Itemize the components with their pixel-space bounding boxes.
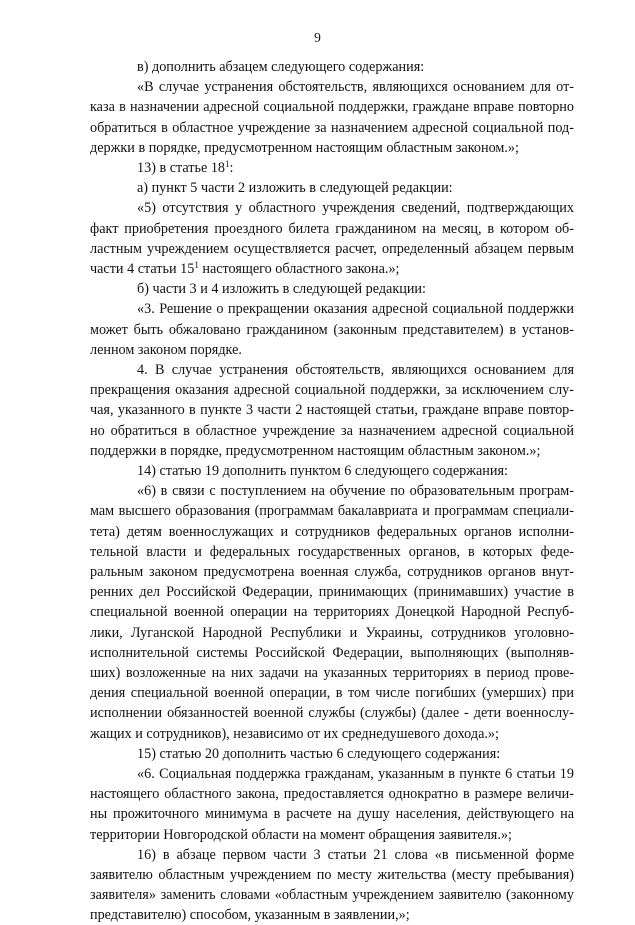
text-line: тета) детям военнослужащих и сотрудников федеральных органов исполни- bbox=[90, 523, 574, 540]
text-line: «5) отсутствия у областного учреждения сведений, подтверждающих bbox=[137, 200, 574, 217]
text-line: части 4 статьи $15^1$ настоящего областного закона.»; bbox=[90, 260, 400, 277]
text-line: ших) возложенные на них задачи на указанных территориях в период прове- bbox=[90, 665, 574, 681]
text-line: прекращения оказания адресной социальной поддержки, за исключением слу- bbox=[90, 382, 574, 399]
text-line: б) части 3 и 4 изложить в следующей редакции: bbox=[137, 281, 426, 298]
text-line: территории Новгородской области на момент обращения заявителя.»; bbox=[90, 826, 512, 843]
text-line: «3. Решение о прекращении оказания адресной социальной поддержки bbox=[137, 301, 574, 318]
text-line: ны прожиточного минимума в расчете на душу населения, действующего на bbox=[90, 806, 574, 823]
text-line: «6. Социальная поддержка гражданам, указанным в пункте 6 статьи 19 bbox=[137, 766, 574, 782]
text-line: держки в порядке, предусмотренном настоящим областным законом.»; bbox=[90, 139, 519, 156]
superscript: 1 bbox=[194, 260, 199, 270]
text-line: поддержки в порядке, предусмотренном настоящим областным законом.»; bbox=[90, 442, 541, 459]
text-line: обратиться в областное учреждение за назначением адресной социальной под- bbox=[90, 119, 574, 136]
text-line: заявителю областным учреждением по месту жительства (месту пребывания) bbox=[90, 867, 574, 883]
text-line: чая, указанного в пункте 3 части 2 настоящей статьи, граждане вправе повтор- bbox=[90, 402, 574, 419]
text-line: исполнении обязанностей военной службы (службы) (далее - дети военнослу- bbox=[90, 705, 574, 722]
text-line: 15) статью 20 дополнить частью 6 следующего содержания: bbox=[137, 745, 501, 762]
text-line: 4. В случае устранения обстоятельств, являющихся основанием для bbox=[137, 362, 574, 378]
text-line: ральным законом предусмотрена военная служба, сотрудников органов внут- bbox=[90, 564, 574, 580]
text-line: «В случае устранения обстоятельств, являющихся основанием для от- bbox=[137, 79, 574, 96]
text-line: ренних дел Российской Федерации, принимающих (принимавших) участие в bbox=[90, 584, 574, 601]
text-line: в) дополнить абзацем следующего содержания: bbox=[137, 59, 425, 75]
text-line: 14) статью 19 дополнить пунктом 6 следующего содержания: bbox=[137, 463, 508, 479]
text-line: тельной власти и федеральных государственных органов, в которых феде- bbox=[90, 543, 574, 560]
text-line: представителю) способом, указанным в заявлении,»; bbox=[90, 907, 410, 924]
text-line: ленном законом порядке. bbox=[90, 341, 242, 358]
text-line: жащих и сотрудников), независимо от их среднедушевого дохода.»; bbox=[90, 725, 499, 742]
text-line: настоящего областного закона, предоставляется однократно в размере величи- bbox=[90, 786, 574, 803]
text-line: ластным учреждением осуществляется расчет, определенный абзацем первым bbox=[90, 240, 574, 257]
text-line: заявителя» заменить словами «областным учреждением заявителю (законному bbox=[90, 887, 574, 904]
text-line: может быть обжаловано гражданином (законным представителем) в установ- bbox=[90, 321, 574, 338]
text-line: каза в назначении адресной социальной поддержки, граждане вправе повторно bbox=[90, 99, 574, 116]
text-line: специальной военной операции на территориях Донецкой Народной Респуб- bbox=[90, 604, 574, 621]
text-line: «6) в связи с поступлением на обучение по образовательным програм- bbox=[137, 483, 574, 500]
text-line: исполнительной системы Российской Федерации, выполняющих (выполняв- bbox=[90, 644, 574, 661]
text-line: факт приобретения проездного билета гражданином на месяц, в котором об- bbox=[90, 220, 574, 237]
text-line: лики, Луганской Народной Республики и Украины, сотрудников уголовно- bbox=[90, 624, 574, 641]
superscript: 1 bbox=[225, 159, 230, 169]
text-line: 13) в статье $18^1$: bbox=[137, 159, 234, 176]
text-line: дения специальной военной операции, в том числе погибших (умерших) при bbox=[90, 685, 574, 702]
text-line: а) пункт 5 части 2 изложить в следующей редакции: bbox=[137, 180, 453, 197]
page-number: 9 bbox=[314, 30, 321, 45]
text-line: мам высшего образования (программам бакалавриата и программам специали- bbox=[90, 503, 574, 520]
text-line: 16) в абзаце первом части 3 статьи 21 слова «в письменной форме bbox=[137, 846, 574, 863]
text-line: но обратиться в областное учреждение за назначением адресной социальной bbox=[90, 422, 574, 439]
